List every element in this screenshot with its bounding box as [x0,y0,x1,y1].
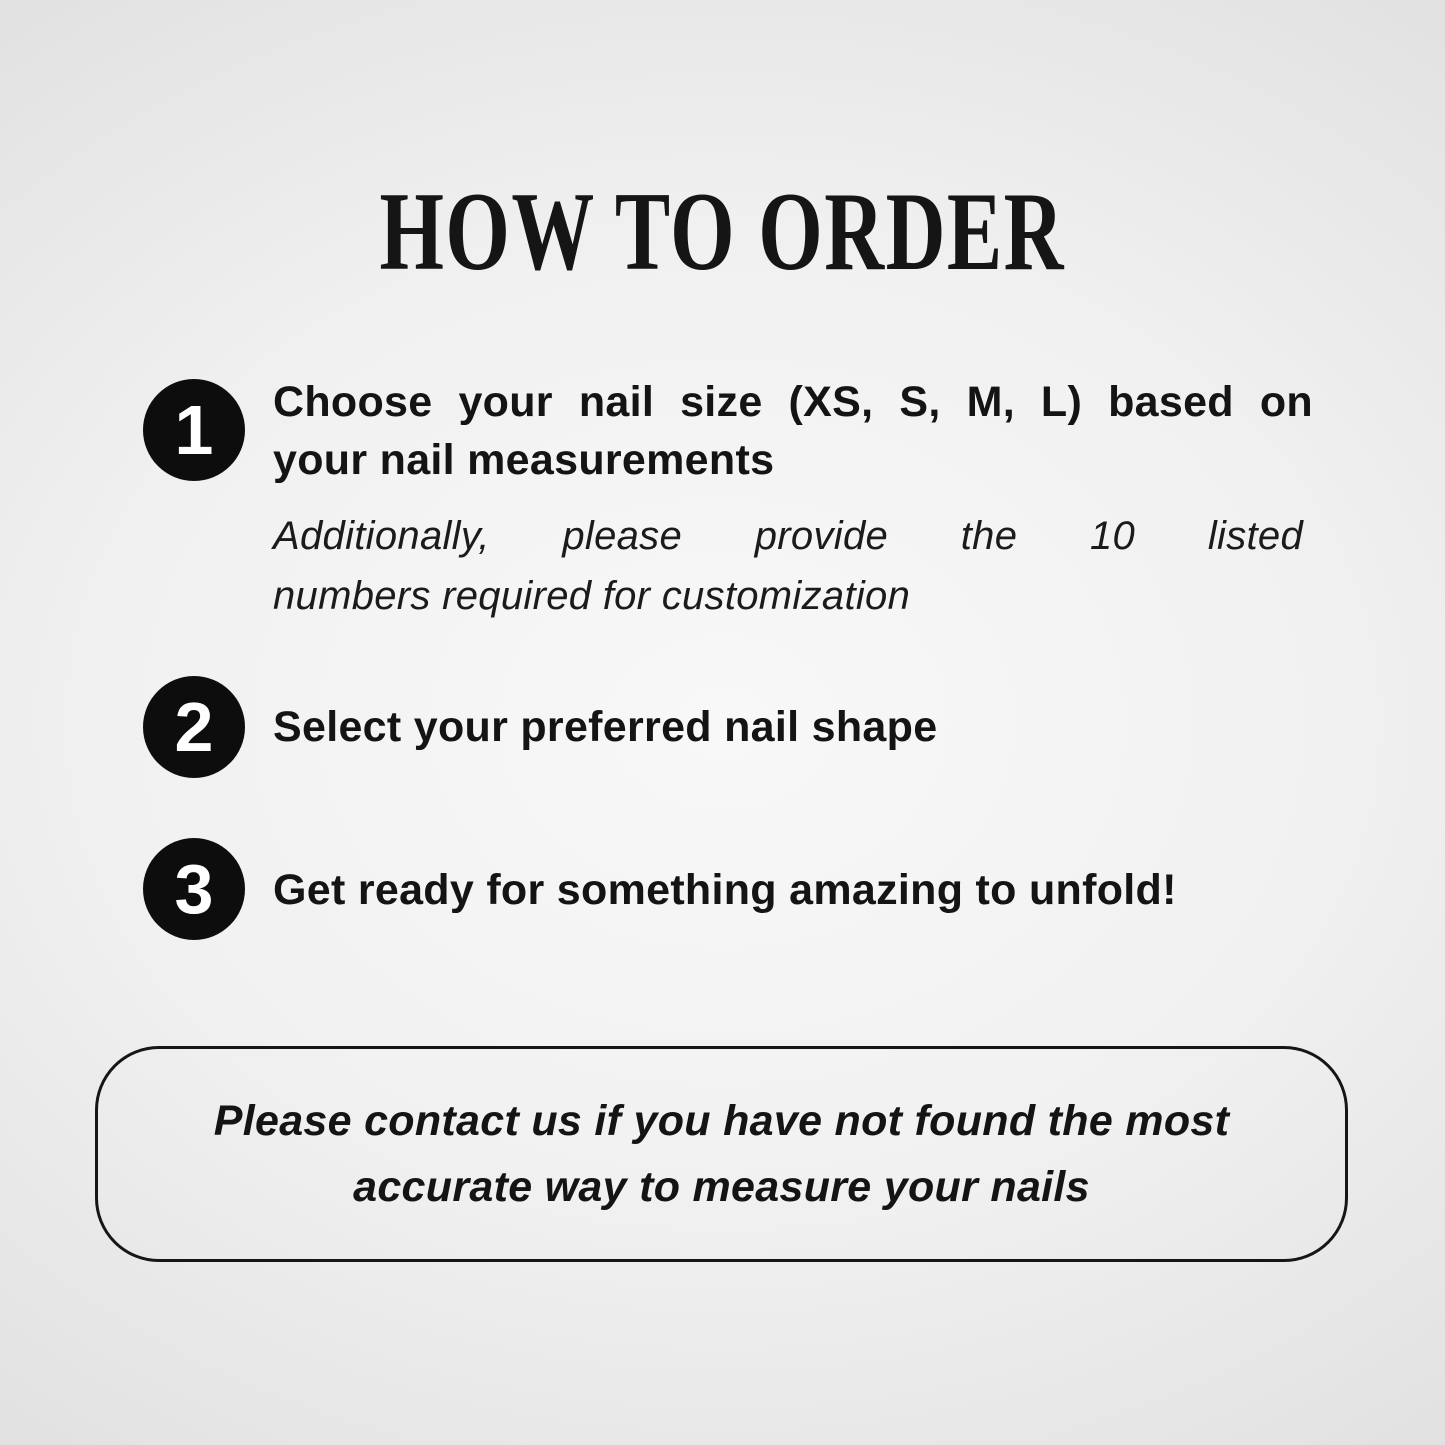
step-3-number-badge [143,838,245,940]
step-3-heading-text: Get ready for something amazing to unfold! [273,866,1177,914]
step-1-number: 1 [174,391,214,469]
step-1-number-badge [143,379,245,481]
step-1-heading-line-2: your nail measurements [273,436,775,484]
page-title-text: HOW TO ORDER [379,170,1066,294]
page-title [0,170,1445,294]
contact-note-box [95,1046,1348,1262]
step-2-heading [273,698,1313,756]
step-1-note-line-1: Additionally, please provide the 10 listed [273,514,1303,558]
step-2-heading-text: Select your preferred nail shape [273,703,938,751]
step-3-heading [273,861,1313,919]
step-3-number: 3 [174,850,214,928]
step-1-heading [273,373,1313,489]
contact-note-line-2: accurate way to measure your nails [353,1163,1090,1211]
step-1-note [273,506,1303,626]
step-1-note-line-2: numbers required for customization [273,574,911,618]
step-1-heading-line-1: Choose your nail size (XS, S, M, L) based on [273,378,1313,426]
step-2-number-badge [143,676,245,778]
step-2-number: 2 [174,688,214,766]
contact-note-text [214,1088,1230,1220]
contact-note-line-1: Please contact us if you have not found the most [213,1097,1230,1145]
